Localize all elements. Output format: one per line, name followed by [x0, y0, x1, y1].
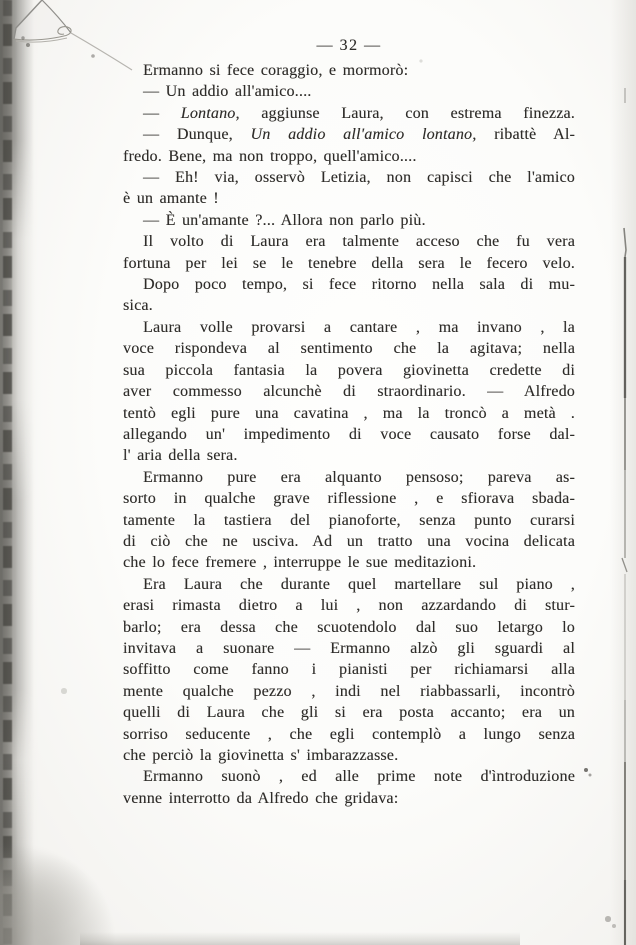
text-segment: sua piccola fantasia la povera giovinetta credette di [123, 361, 575, 379]
text-line [123, 210, 575, 231]
text-line [123, 467, 575, 488]
text-line [123, 403, 575, 424]
text-segment: Era Laura che durante quel martellare sul piano , [143, 575, 575, 593]
text-segment: sorto in qualche grave riflessione , e sfiorava sbada- [123, 490, 575, 508]
text-line [123, 167, 575, 188]
text-line [123, 381, 575, 402]
right-edge-shading [610, 0, 636, 945]
text-line [123, 338, 575, 359]
text-line [123, 274, 575, 295]
page-text [123, 60, 575, 809]
text-line [123, 702, 575, 723]
text-line [123, 766, 575, 787]
binding-shadow [0, 0, 38, 945]
text-line [123, 295, 575, 316]
text-segment: soffitto come fanno i pianisti per richiamarsi alla [123, 661, 575, 679]
text-segment: — Eh! via, osservò Letizia, non capisci che l'amico [143, 169, 575, 187]
text-segment: — È un'amante ?... Allora non parlo più. [143, 211, 426, 229]
text-segment: di ciò che ne usciva. Ad un tratto una vocina delicata [123, 532, 575, 550]
text-segment: aver commesso alcunchè di straordinario. — Alfredo [123, 383, 575, 401]
text-segment: quelli di Laura che gli si era posta accanto; era un [123, 704, 575, 722]
text-segment: fortuna per lei se le tenebre della sera le fecero velo. [123, 254, 575, 272]
text-segment: invitava a suonare — Ermanno alzò gli sguardi al [123, 639, 575, 657]
corner-texture [0, 820, 140, 945]
text-segment: fredo. Bene, ma non troppo, quell'amico.... [123, 147, 417, 165]
text-line [123, 146, 575, 167]
text-segment: barlo; era dessa che scuotendolo dal suo letargo lo [123, 618, 575, 636]
italic-text-segment: Un addio all'amico lontano, [250, 126, 477, 144]
text-line [123, 488, 575, 509]
text-line [123, 681, 575, 702]
text-line [123, 552, 575, 573]
page-edge-line [612, 0, 636, 945]
text-segment: — Dunque, [143, 126, 251, 144]
text-line [123, 124, 575, 145]
text-segment: sorriso seducente , che egli contemplò a lungo senza [123, 725, 575, 743]
text-segment: venne interrotto da Alfredo che gridava: [123, 789, 399, 807]
text-segment: ribattè Al- [476, 126, 575, 144]
text-line [123, 788, 575, 809]
text-line [123, 531, 575, 552]
text-line [123, 360, 575, 381]
text-line [123, 724, 575, 745]
text-segment: è un amante ! [123, 190, 219, 208]
text-segment: Laura volle provarsi a cantare , ma invano , la [143, 318, 575, 336]
text-line [123, 317, 575, 338]
text-line [123, 445, 575, 466]
text-segment: l' aria della sera. [123, 447, 238, 465]
text-segment: tamente la tastiera del pianoforte, senza punto curarsi [123, 511, 575, 529]
text-segment: erasi rimasta dietro a lui , non azzardando di stur- [123, 597, 575, 615]
text-line [123, 188, 575, 209]
page-number: — 32 — [316, 37, 382, 54]
text-segment: — Un addio all'amico.... [143, 83, 312, 101]
text-segment: tentò egli pure una cavatina , ma la troncò a metà . [123, 404, 575, 422]
text-segment: mente qualche pezzo , indi nel riabbassarli, incontrò [123, 682, 575, 700]
text-line [123, 60, 575, 81]
bottom-edge-smudge [80, 932, 520, 945]
text-segment: sica. [123, 297, 153, 315]
text-line [123, 659, 575, 680]
text-segment: aggiunse Laura, con estrema finezza. [239, 104, 575, 122]
text-line [123, 103, 575, 124]
text-line [123, 510, 575, 531]
text-segment: che lo fece fremere , interruppe le sue meditazioni. [123, 554, 477, 572]
text-segment: che perciò la giovinetta s' imbarazzasse. [123, 747, 399, 764]
text-segment: — [143, 104, 181, 122]
text-segment: Ermanno pure era alquanto pensoso; pareva as- [143, 468, 575, 486]
text-segment: voce rispondeva al sentimento che la agitava; nella [123, 340, 575, 358]
text-segment: Ermanno suonò , ed alle prime note d'ìntroduzione [143, 768, 575, 786]
text-segment: allegando un' impedimento di voce causato forse dal- [123, 425, 575, 443]
italic-text-segment: Lontano, [180, 104, 240, 122]
text-line [123, 595, 575, 616]
text-line [123, 574, 575, 595]
text-segment: Il volto di Laura era talmente acceso che fu vera [143, 233, 575, 251]
text-segment: Dopo poco tempo, si fece ritorno nella sala di mu- [143, 276, 575, 294]
text-line [123, 745, 575, 766]
paper-specks [0, 0, 2, 2]
text-line [123, 617, 575, 638]
text-segment: Ermanno si fece coraggio, e mormorò: [143, 62, 409, 79]
text-line [123, 638, 575, 659]
text-line [123, 81, 575, 102]
text-line [123, 253, 575, 274]
text-line [123, 231, 575, 252]
text-line [123, 424, 575, 445]
